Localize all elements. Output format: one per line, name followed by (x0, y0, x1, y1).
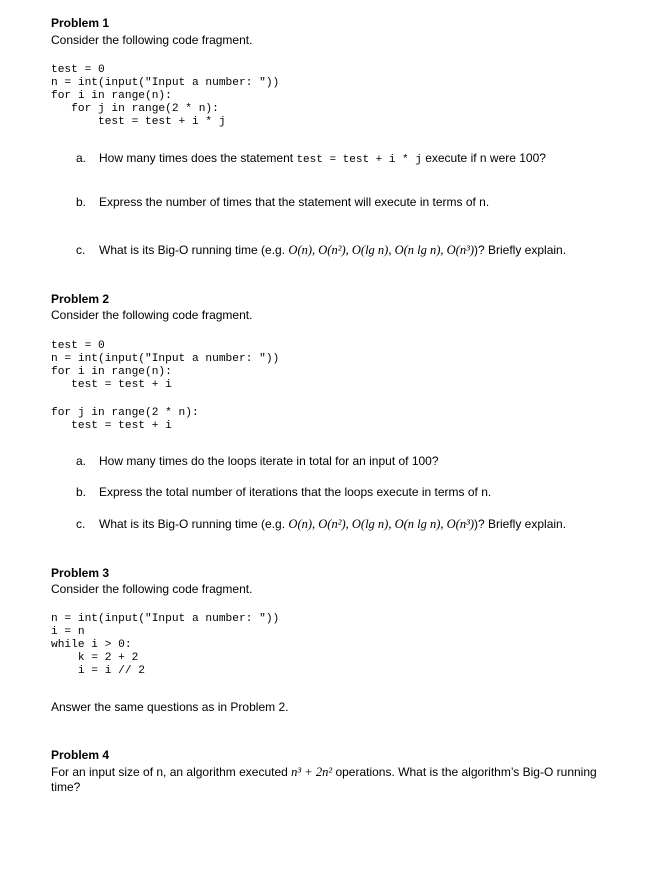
problem-2-question-c (99, 517, 566, 531)
code-line: k = 2 + 2 (51, 652, 139, 664)
inline-code: test = test + i * j (296, 154, 422, 166)
question-text: )? Briefly explain. (474, 517, 567, 531)
question-text: What is its Big-O running time (e.g. (99, 517, 286, 531)
problem-2-question-c-label: c. (76, 517, 86, 531)
question-text: )? Briefly explain. (474, 243, 567, 257)
problem-2-question-a-label: a. (76, 454, 87, 468)
code-line: test = 0 (51, 64, 105, 76)
code-line: n = int(input("Input a number: ")) (51, 353, 280, 365)
problem-3-code-block (51, 613, 279, 678)
problem-2-question-b-label: b. (76, 485, 87, 499)
problem-1-intro: Consider the following code fragment. (51, 33, 253, 47)
problem-4-question-cont: time? (51, 780, 81, 794)
code-line: for j in range(2 * n): (51, 407, 199, 419)
problem-3-answer-note: Answer the same questions as in Problem 2. (51, 700, 289, 714)
problem-1-question-b: Express the number of times that the statement will execute in terms of n. (99, 195, 490, 209)
question-text: execute if n were 100? (425, 151, 546, 165)
problem-1-question-c-label: c. (76, 243, 86, 257)
problem-2-code-block-1 (51, 340, 279, 392)
problem-2-intro: Consider the following code fragment. (51, 308, 253, 322)
code-line: test = test + i (51, 379, 172, 391)
math-expression: O(n), O(n²), O(lg n), O(n lg n), O(n³) (288, 243, 474, 257)
problem-4-question (51, 765, 597, 779)
code-line: test = test + i (51, 420, 172, 432)
code-line: for j in range(2 * n): (51, 103, 219, 115)
problem-2-question-b: Express the total number of iterations that the loops execute in terms of n. (99, 485, 492, 499)
problem-3-title: Problem 3 (51, 566, 110, 580)
problem-4-title: Problem 4 (51, 748, 110, 762)
problem-2-title: Problem 2 (51, 292, 110, 306)
question-text: For an input size of n, an algorithm executed (51, 765, 288, 779)
problem-2-code-block-2 (51, 407, 199, 433)
math-expression: O(n), O(n²), O(lg n), O(n lg n), O(n³) (288, 517, 474, 531)
code-line: test = 0 (51, 340, 105, 352)
code-line: i = i // 2 (51, 665, 145, 677)
problem-1-question-a-label: a. (76, 151, 87, 165)
code-line: n = int(input("Input a number: ")) (51, 77, 280, 89)
math-expression: n³ + 2n² (291, 765, 333, 779)
code-line: for i in range(n): (51, 366, 172, 378)
problem-3-intro: Consider the following code fragment. (51, 582, 253, 596)
problem-1-code-block (51, 64, 279, 129)
question-text: How many times does the statement (99, 151, 294, 165)
problem-1-question-b-label: b. (76, 195, 87, 209)
code-line: i = n (51, 626, 85, 638)
code-line: for i in range(n): (51, 90, 172, 102)
code-line: n = int(input("Input a number: ")) (51, 613, 280, 625)
code-line: test = test + i * j (51, 116, 226, 128)
problem-1-question-c (99, 243, 566, 257)
question-text: operations. What is the algorithm’s Big-O running (335, 765, 597, 779)
question-text: What is its Big-O running time (e.g. (99, 243, 286, 257)
problem-1-question-a (99, 151, 546, 167)
problem-2-question-a: How many times do the loops iterate in total for an input of 100? (99, 454, 439, 468)
problem-1-title: Problem 1 (51, 16, 110, 30)
code-line: while i > 0: (51, 639, 132, 651)
